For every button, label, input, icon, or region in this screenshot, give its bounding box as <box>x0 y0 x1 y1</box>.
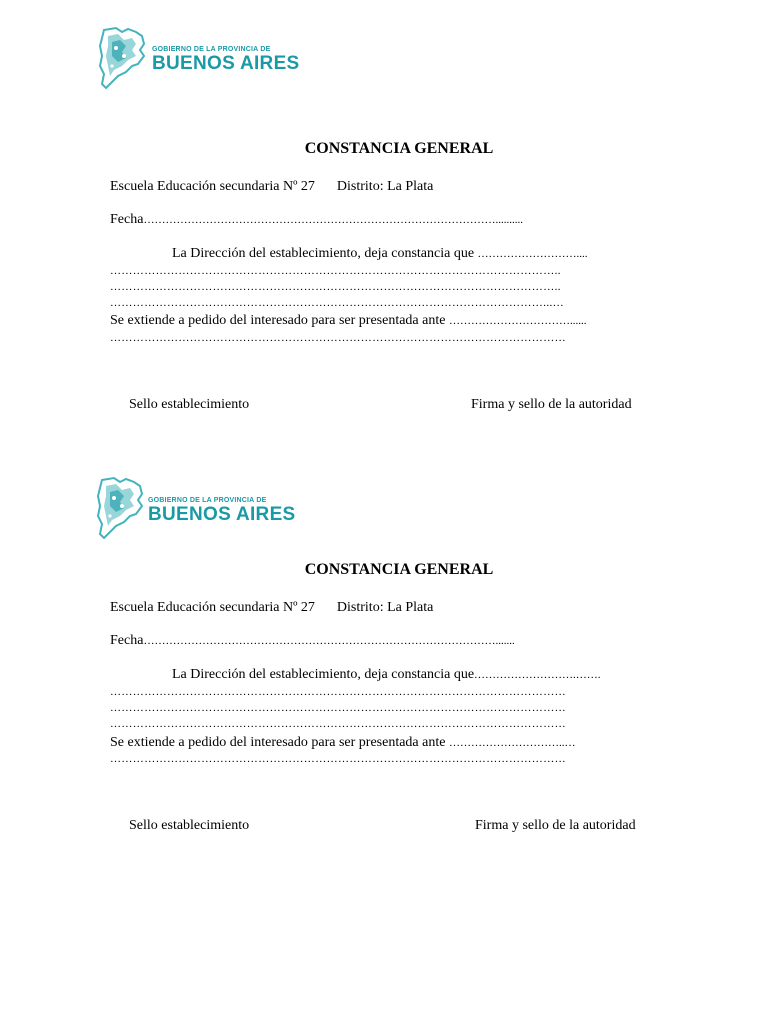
district-value: La Plata <box>387 600 434 615</box>
dots-line-3[interactable]: ………………………………………………………………………………………………………… <box>110 718 566 730</box>
district-value: La Plata <box>387 179 434 194</box>
logo-line-2: BUENOS AIRES <box>148 504 296 525</box>
request-text: Se extiende a pedido del interesado para ser presentada ante <box>110 735 446 750</box>
school-line <box>110 600 433 616</box>
signature-label: Firma y sello de la autoridad <box>471 397 632 412</box>
request-line <box>110 735 575 751</box>
school-name: Escuela Educación secundaria Nº 27 <box>110 179 315 194</box>
dots-line-4[interactable]: ………………………………………………………………………………………………………… <box>110 753 566 765</box>
seal-label: Sello establecimiento <box>129 397 250 412</box>
request-field[interactable]: …………………………..… <box>448 737 576 749</box>
dots-line-4[interactable]: ………………………………………………………………………………………………………… <box>110 332 566 344</box>
date-field[interactable]: …………………………………………………………………………………….......... <box>143 214 523 226</box>
date-line <box>110 633 515 649</box>
date-field[interactable]: ……………………………………………………………………………………....... <box>143 635 515 647</box>
direction-line <box>172 667 601 683</box>
date-label: Fecha <box>110 633 144 648</box>
request-text: Se extiende a pedido del interesado para ser presentada ante <box>110 313 446 328</box>
district-label: Distrito: <box>336 179 384 194</box>
direction-field[interactable]: ……………………….... <box>477 248 588 260</box>
request-field[interactable]: ……………………………...... <box>448 315 587 327</box>
logo-line-2: BUENOS AIRES <box>152 53 300 74</box>
school-name: Escuela Educación secundaria Nº 27 <box>110 600 315 615</box>
logo-line-1: GOBIERNO DE LA PROVINCIA DE <box>152 46 271 53</box>
dots-line-2[interactable]: ………………………………………………………………………………………………………… <box>110 702 566 714</box>
certificate-title: CONSTANCIA GENERAL <box>304 140 494 157</box>
seal-label: Sello establecimiento <box>129 818 250 833</box>
direction-text: La Dirección del establecimiento, deja constancia que <box>172 667 475 682</box>
dots-line-2[interactable]: ……………………………………………………………………………………………………….. <box>110 281 561 293</box>
dots-line-3[interactable]: ……………………………………………………………………………………………………...… <box>110 297 565 309</box>
district-label: Distrito: <box>336 600 384 615</box>
dots-line-1[interactable]: ……………………………………………………………………………………………………….. <box>110 265 561 277</box>
dots-line-1[interactable]: ………………………………………………………………………………………………………… <box>110 686 566 698</box>
province-map-icon <box>96 476 146 540</box>
certificate-title: CONSTANCIA GENERAL <box>304 561 494 578</box>
date-label: Fecha <box>110 212 144 227</box>
direction-field[interactable]: ……………………….……. <box>474 669 601 681</box>
province-logo <box>96 476 296 540</box>
signature-label: Firma y sello de la autoridad <box>475 818 636 833</box>
logo-line-1: GOBIERNO DE LA PROVINCIA DE <box>148 497 267 504</box>
direction-text: La Dirección del establecimiento, deja constancia que <box>172 246 475 261</box>
